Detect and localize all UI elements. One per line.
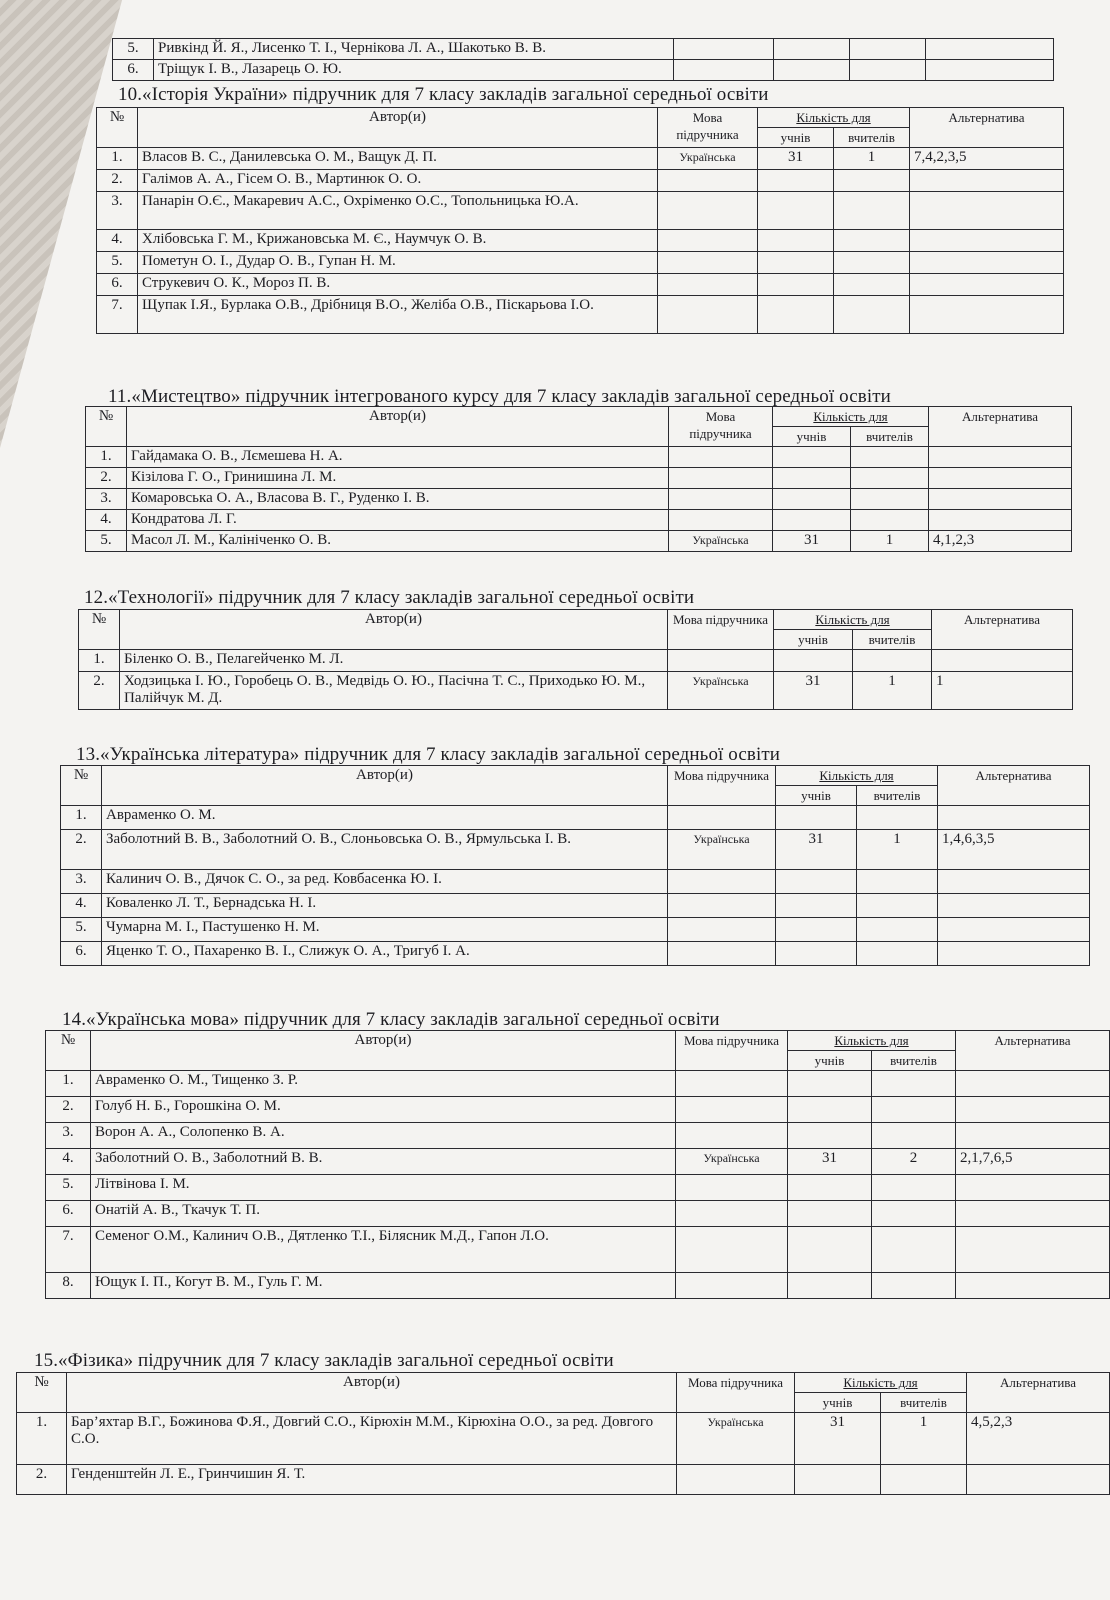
header-alternative: Альтернатива — [929, 407, 1072, 447]
author-cell: Пометун О. І., Дудар О. В., Гупан Н. М. — [138, 252, 658, 274]
language-cell: Українська — [658, 148, 758, 170]
header-author: Автор(и) — [120, 610, 668, 650]
teachers-count-cell — [834, 230, 910, 252]
header-students: учнів — [773, 427, 851, 447]
alternative-cell — [956, 1175, 1110, 1201]
header-quantity: Кількість для — [758, 108, 910, 128]
row-number: 5. — [97, 252, 138, 274]
teachers-count-cell: 2 — [872, 1149, 956, 1175]
table-row — [61, 806, 1090, 830]
language-cell — [676, 1273, 788, 1299]
table-row — [61, 894, 1090, 918]
alternative-cell — [956, 1201, 1110, 1227]
table-row — [46, 1071, 1110, 1097]
row-number: 1. — [86, 447, 127, 468]
students-count-cell — [758, 192, 834, 230]
header-quantity: Кількість для — [776, 766, 938, 786]
language-cell: Українська — [677, 1413, 795, 1465]
language-cell: Українська — [668, 830, 776, 870]
textbook-table — [16, 1372, 1110, 1495]
students-count-cell — [773, 510, 851, 531]
header-language: Мова підручника — [668, 766, 776, 806]
alternative-cell — [956, 1123, 1110, 1149]
author-cell: Авраменко О. М., Тищенко З. Р. — [91, 1071, 676, 1097]
table-row — [86, 468, 1072, 489]
alternative-cell — [910, 192, 1064, 230]
language-cell — [658, 296, 758, 334]
author-cell: Заболотний В. В., Заболотний О. В., Слоньовська О. В., Ярмульська І. В. — [102, 830, 668, 870]
author-cell: Біленко О. В., Пелагейченко М. Л. — [120, 650, 668, 672]
row-number: 2. — [61, 830, 102, 870]
alternative-cell — [938, 870, 1090, 894]
author-cell: Ющук І. П., Когут В. М., Гуль Г. М. — [91, 1273, 676, 1299]
header-teachers: вчителів — [857, 786, 938, 806]
row-number: 3. — [46, 1123, 91, 1149]
author-cell: Щупак І.Я., Бурлака О.В., Дрібниця В.О., Желіба О.В., Піскарьова І.О. — [138, 296, 658, 334]
language-cell — [668, 918, 776, 942]
teachers-count-cell — [851, 510, 929, 531]
alternative-cell: 1,4,6,3,5 — [938, 830, 1090, 870]
row-number: 4. — [61, 894, 102, 918]
row-number: 4. — [46, 1149, 91, 1175]
alternative-cell: 7,4,2,3,5 — [910, 148, 1064, 170]
table-row — [61, 918, 1090, 942]
header-alternative: Альтернатива — [910, 108, 1064, 148]
teachers-count-cell — [834, 170, 910, 192]
teachers-count-cell — [872, 1273, 956, 1299]
alternative-cell: 1 — [932, 672, 1073, 710]
header-number: № — [97, 108, 138, 148]
table-row — [97, 148, 1064, 170]
table-row — [113, 60, 1054, 81]
teachers-count-cell: 1 — [834, 148, 910, 170]
textbook-table — [45, 1030, 1110, 1299]
author-cell: Ривкінд Й. Я., Лисенко Т. І., Чернікова Л. А., Шакотько В. В. — [154, 39, 674, 60]
students-count-cell — [773, 468, 851, 489]
alternative-cell — [929, 510, 1072, 531]
language-cell — [669, 468, 773, 489]
table-row — [97, 252, 1064, 274]
students-count-cell: 31 — [776, 830, 857, 870]
students-count-cell — [788, 1175, 872, 1201]
row-number: 1. — [46, 1071, 91, 1097]
table-row — [17, 1465, 1110, 1495]
language-cell: Українська — [669, 531, 773, 552]
table-row — [61, 870, 1090, 894]
author-cell: Голуб Н. Б., Горошкіна О. М. — [91, 1097, 676, 1123]
students-count-cell — [776, 806, 857, 830]
author-cell: Масол Л. М., Калініченко О. В. — [127, 531, 669, 552]
language-cell — [658, 274, 758, 296]
header-alternative: Альтернатива — [938, 766, 1090, 806]
author-cell: Семеног О.М., Калинич О.В., Дятленко Т.І., Білясник М.Д., Гапон Л.О. — [91, 1227, 676, 1273]
header-teachers: вчителів — [881, 1393, 967, 1413]
teachers-count-cell — [872, 1123, 956, 1149]
table-row — [46, 1273, 1110, 1299]
language-cell — [676, 1123, 788, 1149]
language-cell: Українська — [668, 672, 774, 710]
header-row — [97, 108, 1064, 128]
header-author: Автор(и) — [67, 1373, 677, 1413]
author-cell: Власов В. С., Данилевська О. М., Ващук Д. П. — [138, 148, 658, 170]
row-number: 3. — [61, 870, 102, 894]
teachers-count-cell — [851, 489, 929, 510]
header-quantity: Кількість для — [795, 1373, 967, 1393]
table-row — [97, 230, 1064, 252]
header-author: Автор(и) — [138, 108, 658, 148]
row-number: 6. — [46, 1201, 91, 1227]
header-alternative: Альтернатива — [967, 1373, 1110, 1413]
students-count-cell: 31 — [788, 1149, 872, 1175]
textbook-table — [96, 107, 1064, 334]
teachers-count-cell — [857, 894, 938, 918]
author-cell: Калинич О. В., Дячок С. О., за ред. Ковбасенка Ю. І. — [102, 870, 668, 894]
row-number: 1. — [79, 650, 120, 672]
teachers-count-cell — [872, 1227, 956, 1273]
alternative-cell — [929, 489, 1072, 510]
author-cell: Яценко Т. О., Пахаренко В. І., Слижук О. А., Тригуб І. А. — [102, 942, 668, 966]
students-count-cell — [788, 1097, 872, 1123]
students-count-cell — [776, 942, 857, 966]
author-cell: Галімов А. А., Гісем О. В., Мартинюк О. О. — [138, 170, 658, 192]
header-quantity: Кількість для — [774, 610, 932, 630]
row-number: 5. — [61, 918, 102, 942]
header-row — [17, 1373, 1110, 1393]
alternative-cell — [967, 1465, 1110, 1495]
author-cell: Кондратова Л. Г. — [127, 510, 669, 531]
students-count-cell — [773, 447, 851, 468]
header-number: № — [61, 766, 102, 806]
language-cell — [658, 230, 758, 252]
students-count-cell — [776, 918, 857, 942]
header-quantity: Кількість для — [773, 407, 929, 427]
header-teachers: вчителів — [834, 128, 910, 148]
alternative-cell — [938, 918, 1090, 942]
language-cell — [668, 870, 776, 894]
teachers-count-cell — [857, 942, 938, 966]
header-students: учнів — [776, 786, 857, 806]
students-count-cell — [788, 1201, 872, 1227]
language-cell — [668, 942, 776, 966]
students-count-cell — [776, 894, 857, 918]
header-number: № — [17, 1373, 67, 1413]
table-row — [46, 1227, 1110, 1273]
alternative-cell — [938, 894, 1090, 918]
author-cell: Онатій А. В., Ткачук Т. П. — [91, 1201, 676, 1227]
teachers-count-cell — [834, 192, 910, 230]
section-title: 14.«Українська мова» підручник для 7 класу закладів загальної середньої освіти — [62, 1009, 720, 1030]
table-row — [113, 39, 1054, 60]
students-count-cell: 31 — [795, 1413, 881, 1465]
row-number: 1. — [97, 148, 138, 170]
language-cell — [676, 1071, 788, 1097]
author-cell: Панарін О.Є., Макаревич А.С., Охріменко О.С., Топольницька Ю.А. — [138, 192, 658, 230]
table-row — [97, 170, 1064, 192]
students-count-cell — [788, 1123, 872, 1149]
author-cell: Тріщук І. В., Лазарець О. Ю. — [154, 60, 674, 81]
section-title: 11.«Мистецтво» підручник інтегрованого курсу для 7 класу закладів загальної середньої освіти — [108, 386, 891, 407]
table-row — [61, 942, 1090, 966]
header-author: Автор(и) — [127, 407, 669, 447]
teachers-count-cell: 1 — [853, 672, 932, 710]
header-author: Автор(и) — [102, 766, 668, 806]
row-number: 2. — [86, 468, 127, 489]
teachers-count-cell — [857, 918, 938, 942]
students-count-cell — [758, 230, 834, 252]
language-cell — [676, 1201, 788, 1227]
header-row — [61, 766, 1090, 786]
alternative-cell — [910, 230, 1064, 252]
alternative-cell — [910, 274, 1064, 296]
table-row — [97, 192, 1064, 230]
alternative-cell — [938, 942, 1090, 966]
header-students: учнів — [774, 630, 853, 650]
teachers-count-cell — [872, 1097, 956, 1123]
header-row — [46, 1031, 1110, 1051]
row-number: 2. — [17, 1465, 67, 1495]
language-cell — [668, 806, 776, 830]
section-title: 10.«Історія України» підручник для 7 класу закладів загальної середньої освіти — [118, 84, 769, 105]
table-row — [86, 489, 1072, 510]
students-count-cell — [795, 1465, 881, 1495]
table-row — [46, 1097, 1110, 1123]
author-cell: Гайдамака О. В., Лємешева Н. А. — [127, 447, 669, 468]
row-number: 6. — [61, 942, 102, 966]
row-number: 7. — [97, 296, 138, 334]
students-count-cell — [758, 296, 834, 334]
header-row — [86, 407, 1072, 427]
textbook-table — [78, 609, 1073, 710]
row-number: 2. — [97, 170, 138, 192]
row-number: 6. — [97, 274, 138, 296]
language-cell — [668, 650, 774, 672]
row-number: 8. — [46, 1273, 91, 1299]
author-cell: Хлібовська Г. М., Крижановська М. Є., Наумчук О. В. — [138, 230, 658, 252]
row-number: 1. — [17, 1413, 67, 1465]
author-cell: Заболотний О. В., Заболотний В. В. — [91, 1149, 676, 1175]
language-cell — [676, 1227, 788, 1273]
students-count-cell — [788, 1273, 872, 1299]
students-count-cell: 31 — [774, 672, 853, 710]
students-count-cell — [788, 1071, 872, 1097]
table-row — [97, 274, 1064, 296]
header-students: учнів — [758, 128, 834, 148]
author-cell: Генденштейн Л. Е., Гринчишин Я. Т. — [67, 1465, 677, 1495]
author-cell: Коваленко Л. Т., Бернадська Н. І. — [102, 894, 668, 918]
header-students: учнів — [788, 1051, 872, 1071]
table-row — [46, 1201, 1110, 1227]
language-cell — [669, 447, 773, 468]
teachers-count-cell — [857, 870, 938, 894]
header-language: Мова підручника — [677, 1373, 795, 1413]
previous-section-table — [112, 38, 1054, 81]
alternative-cell: 2,1,7,6,5 — [956, 1149, 1110, 1175]
alternative-cell — [932, 650, 1073, 672]
language-cell — [658, 252, 758, 274]
author-cell: Комаровська О. А., Власова В. Г., Руденко І. В. — [127, 489, 669, 510]
row-number: 4. — [86, 510, 127, 531]
textbook-table — [85, 406, 1072, 552]
alternative-cell — [956, 1227, 1110, 1273]
students-count-cell — [774, 650, 853, 672]
table-row — [46, 1123, 1110, 1149]
header-students: учнів — [795, 1393, 881, 1413]
header-teachers: вчителів — [851, 427, 929, 447]
alternative-cell — [956, 1071, 1110, 1097]
language-cell — [669, 489, 773, 510]
students-count-cell — [773, 489, 851, 510]
teachers-count-cell — [872, 1175, 956, 1201]
table-row — [46, 1175, 1110, 1201]
author-cell: Бар’яхтар В.Г., Божинова Ф.Я., Довгий С.О., Кірюхін М.М., Кірюхіна О.О., за ред. Довгого С.О. — [67, 1413, 677, 1465]
alternative-cell: 4,5,2,3 — [967, 1413, 1110, 1465]
header-language: Мова підручника — [668, 610, 774, 650]
header-quantity: Кількість для — [788, 1031, 956, 1051]
table-row — [86, 510, 1072, 531]
teachers-count-cell — [881, 1465, 967, 1495]
table-row — [79, 672, 1073, 710]
alternative-cell — [929, 447, 1072, 468]
header-alternative: Альтернатива — [932, 610, 1073, 650]
header-language: Мова підручника — [669, 407, 773, 447]
textbook-table — [60, 765, 1090, 966]
row-number: 3. — [97, 192, 138, 230]
section-title: 15.«Фізика» підручник для 7 класу закладів загальної середньої освіти — [34, 1350, 614, 1371]
row-number: 7. — [46, 1227, 91, 1273]
header-author: Автор(и) — [91, 1031, 676, 1071]
teachers-count-cell — [851, 468, 929, 489]
author-cell: Ходзицька І. Ю., Горобець О. В., Медвідь О. Ю., Пасічна Т. С., Приходько Ю. М., Палійчук М. Д. — [120, 672, 668, 710]
table-row — [86, 447, 1072, 468]
language-cell — [676, 1097, 788, 1123]
row-number: 2. — [79, 672, 120, 710]
teachers-count-cell — [853, 650, 932, 672]
header-number: № — [79, 610, 120, 650]
section-title: 13.«Українська література» підручник для 7 класу закладів загальної середньої освіти — [76, 744, 781, 765]
students-count-cell — [776, 870, 857, 894]
section-title: 12.«Технології» підручник для 7 класу закладів загальної середньої освіти — [84, 587, 695, 608]
teachers-count-cell — [857, 806, 938, 830]
row-number: 4. — [97, 230, 138, 252]
header-alternative: Альтернатива — [956, 1031, 1110, 1071]
language-cell: Українська — [676, 1149, 788, 1175]
alternative-cell — [956, 1097, 1110, 1123]
header-number: № — [46, 1031, 91, 1071]
header-language: Мова підручника — [676, 1031, 788, 1071]
header-number: № — [86, 407, 127, 447]
row-number: 1. — [61, 806, 102, 830]
alternative-cell — [910, 296, 1064, 334]
alternative-cell — [956, 1273, 1110, 1299]
row-number: 2. — [46, 1097, 91, 1123]
header-language: Мова підручника — [658, 108, 758, 148]
row-number: 5. — [86, 531, 127, 552]
author-cell: Літвінова І. М. — [91, 1175, 676, 1201]
students-count-cell — [758, 252, 834, 274]
teachers-count-cell — [872, 1201, 956, 1227]
teachers-count-cell: 1 — [857, 830, 938, 870]
alternative-cell: 4,1,2,3 — [929, 531, 1072, 552]
author-cell: Ворон А. А., Солопенко В. А. — [91, 1123, 676, 1149]
alternative-cell — [929, 468, 1072, 489]
language-cell — [677, 1465, 795, 1495]
row-number: 3. — [86, 489, 127, 510]
table-row — [17, 1413, 1110, 1465]
students-count-cell — [758, 170, 834, 192]
alternative-cell — [938, 806, 1090, 830]
table-row — [86, 531, 1072, 552]
author-cell: Струкевич О. К., Мороз П. В. — [138, 274, 658, 296]
language-cell — [668, 894, 776, 918]
teachers-count-cell — [834, 274, 910, 296]
row-number: 6. — [113, 60, 154, 81]
teachers-count-cell — [872, 1071, 956, 1097]
table-row — [46, 1149, 1110, 1175]
alternative-cell — [910, 252, 1064, 274]
students-count-cell — [788, 1227, 872, 1273]
teachers-count-cell: 1 — [851, 531, 929, 552]
author-cell: Чумарна М. І., Пастушенко Н. М. — [102, 918, 668, 942]
students-count-cell: 31 — [773, 531, 851, 552]
teachers-count-cell: 1 — [881, 1413, 967, 1465]
header-teachers: вчителів — [872, 1051, 956, 1071]
table-row — [79, 650, 1073, 672]
students-count-cell: 31 — [758, 148, 834, 170]
table-row — [97, 296, 1064, 334]
language-cell — [658, 170, 758, 192]
teachers-count-cell — [834, 296, 910, 334]
teachers-count-cell — [834, 252, 910, 274]
header-teachers: вчителів — [853, 630, 932, 650]
author-cell: Кізілова Г. О., Гринишина Л. М. — [127, 468, 669, 489]
row-number: 5. — [46, 1175, 91, 1201]
author-cell: Авраменко О. М. — [102, 806, 668, 830]
row-number: 5. — [113, 39, 154, 60]
students-count-cell — [758, 274, 834, 296]
language-cell — [669, 510, 773, 531]
table-row — [61, 830, 1090, 870]
language-cell — [676, 1175, 788, 1201]
teachers-count-cell — [851, 447, 929, 468]
header-row — [79, 610, 1073, 630]
language-cell — [658, 192, 758, 230]
alternative-cell — [910, 170, 1064, 192]
